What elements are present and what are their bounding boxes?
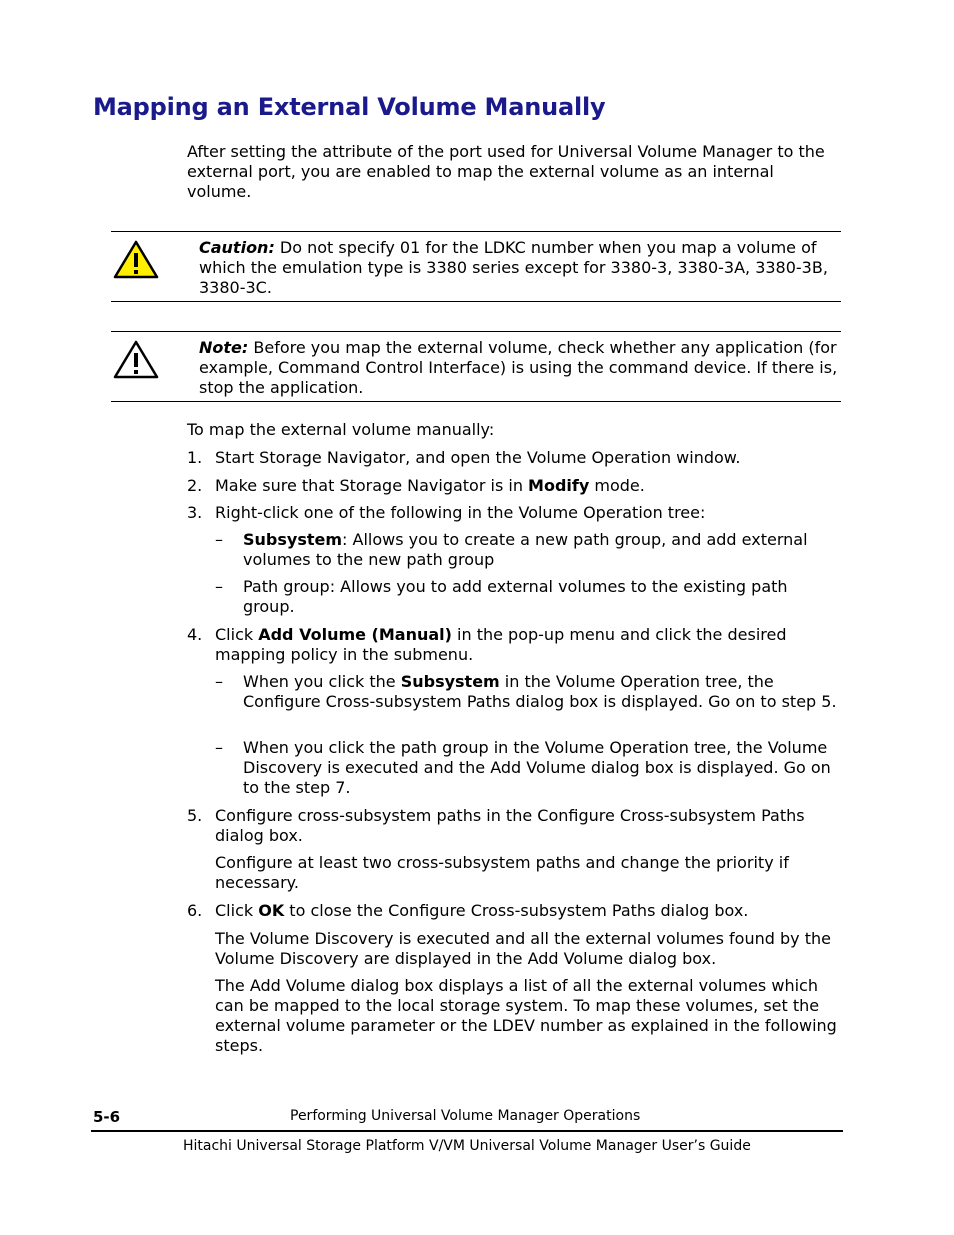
step-number: 4. [187,625,203,644]
step-text: Configure cross-subsystem paths in the Configure Cross-subsystem Paths dialog box. [215,806,805,845]
bullet-dash: – [215,577,223,596]
step-6-detail-1: The Volume Discovery is executed and all the external volumes found by the Volume Discovery are displayed in the Add Volume dialog box. [215,929,831,968]
step-text: Click Add Volume (Manual) in the pop-up menu and click the desired mapping policy in the submenu. [215,625,787,664]
step-6-detail-2: The Add Volume dialog box displays a list of all the external volumes which can be mapped to the local storage system. To map these volumes, set the external volume parameter or the LDEV number as explained in the following steps. [215,976,837,1055]
option-text: Subsystem: Allows you to create a new path group, and add external volumes to the new path group [243,530,808,569]
step-number: 2. [187,476,203,495]
caution-body: Do not specify 01 for the LDKC number when you map a volume of which the emulation type is 3380 series except for 3380-3, 3380-3A, 3380-3B, 3380-3C. [199,238,828,297]
step-text: Right-click one of the following in the Volume Operation tree: [215,503,706,522]
note-body: Before you map the external volume, check whether any application (for example, Command Control Interface) is using the command device. If there is, stop the application. [199,338,838,397]
page-number: 5-6 [93,1108,121,1126]
caution-label: Caution: [199,238,275,257]
step-number: 3. [187,503,203,522]
footer-chapter-title: Performing Universal Volume Manager Operations [290,1108,641,1124]
warning-triangle-icon [113,239,159,279]
caution-notice [111,231,841,302]
step-text: Make sure that Storage Navigator is in Modify mode. [215,476,645,495]
option-text: When you click the path group in the Volume Operation tree, the Volume Discovery is executed and the Add Volume dialog box is displayed. Go on to the step 7. [243,738,831,797]
step-number: 5. [187,806,203,825]
page-title: Mapping an External Volume Manually [93,93,606,121]
option-text: Path group: Allows you to add external volumes to the existing path group. [243,577,788,616]
bullet-dash: – [215,738,223,757]
step-number: 6. [187,901,203,920]
note-label: Note: [199,338,249,357]
note-text [199,338,841,398]
note-notice [111,331,841,402]
bullet-dash: – [215,530,223,549]
warning-triangle-outline-icon [113,339,159,379]
step-text: Start Storage Navigator, and open the Volume Operation window. [215,448,741,467]
step-5-detail: Configure at least two cross-subsystem paths and change the priority if necessary. [215,853,789,892]
caution-text [199,238,841,298]
step-number: 1. [187,448,203,467]
option-text: When you click the Subsystem in the Volume Operation tree, the Configure Cross-subsystem Paths dialog box is displayed. Go on to step 5. [243,672,837,711]
footer-divider [91,1130,843,1132]
bullet-dash: – [215,672,223,691]
procedure-lead: To map the external volume manually: [187,420,495,439]
intro-paragraph: After setting the attribute of the port used for Universal Volume Manager to the external port, you are enabled to map the external volume as an internal volume. [187,142,825,201]
footer-guide-title: Hitachi Universal Storage Platform V/VM Universal Volume Manager User’s Guide [183,1138,751,1154]
step-text: Click OK to close the Configure Cross-subsystem Paths dialog box. [215,901,749,920]
